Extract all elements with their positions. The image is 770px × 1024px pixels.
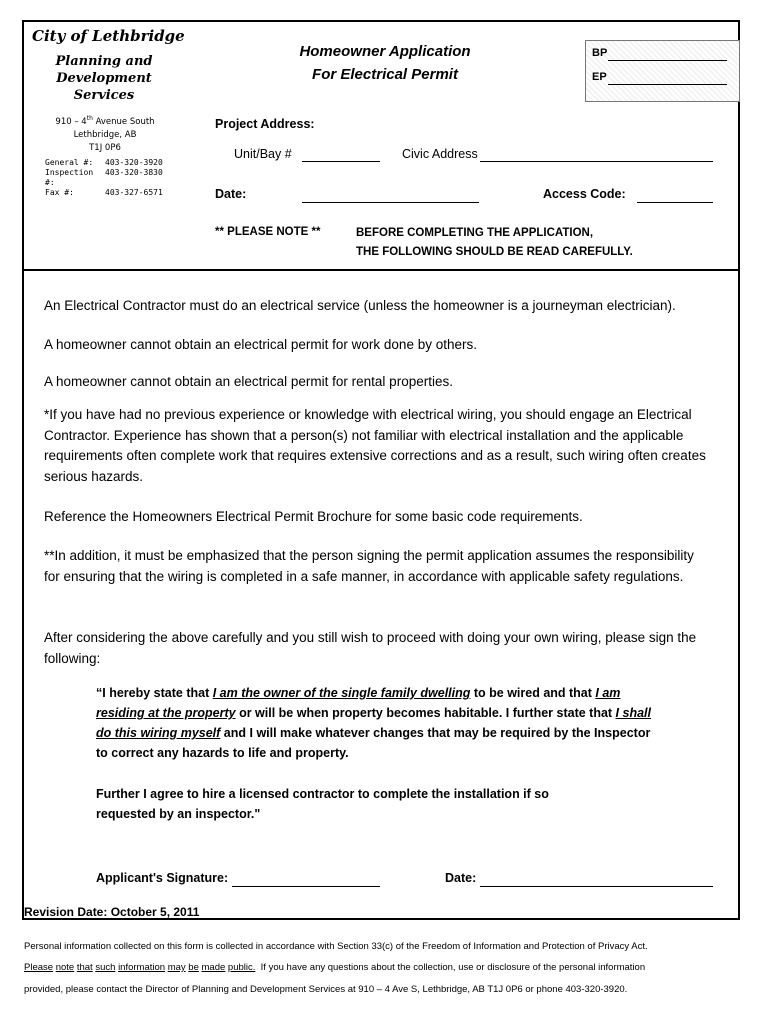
title-line-2: For Electrical Permit: [312, 66, 458, 83]
declaration-emphasis: I am residing at the property: [96, 686, 621, 720]
please-note-label: ** PLEASE NOTE **: [215, 226, 321, 238]
address-line-2: Lethbridge, AB: [73, 129, 137, 140]
declaration-text: and I will make whatever changes that may be required by the Inspector to correct any hazards to life and property.: [96, 726, 651, 760]
privacy-text: If you have any questions about the collection, use or disclosure of the personal information: [255, 962, 646, 973]
contact-value: 403-327-6571: [105, 188, 163, 197]
contact-row: [45, 158, 163, 168]
body-paragraph: *If you have had no previous experience or knowledge with electrical wiring, you should engage an Electrical Contractor. Experience has shown that a person(s) not familiar with electrical installation and the applicable requirements often complete work that requires extensive corrections and as a result, such wiring often creates serious hazards.: [44, 407, 706, 484]
contact-numbers: [45, 158, 163, 198]
further-agreement: Further I agree to hire a licensed contractor to complete the installation if so requested by an inspector.": [96, 787, 549, 821]
notice-line-2: THE FOLLOWING SHOULD BE READ CAREFULLY.: [356, 246, 633, 258]
office-address: [40, 112, 170, 155]
declaration-statement: [96, 683, 656, 763]
declaration-text: to be wired and that: [470, 686, 596, 700]
revision-date: Revision Date: October 5, 2011: [24, 905, 200, 919]
body-paragraph: A homeowner cannot obtain an electrical permit for rental properties.: [44, 374, 453, 389]
applicant-signature-field[interactable]: [232, 886, 380, 887]
project-address-label: Project Address:: [215, 117, 315, 131]
privacy-notice-line-1: Personal information collected on this form is collected in accordance with Section 33(c) of the Freedom of Information and Protection of Privacy Act.: [24, 941, 648, 952]
bp-field[interactable]: [608, 60, 727, 61]
city-logo-text: City of Lethbridge: [32, 27, 185, 45]
privacy-word: public.: [227, 962, 256, 973]
declaration-text: “I hereby state that: [96, 686, 213, 700]
address-line-1: [40, 112, 170, 129]
contact-value: 403-320-3920: [105, 158, 163, 167]
department-line: Services: [73, 88, 135, 103]
body-paragraph: A homeowner cannot obtain an electrical permit for work done by others.: [44, 337, 477, 352]
civic-address-label: Civic Address: [402, 147, 478, 161]
header-divider: [22, 269, 740, 271]
contact-row: [45, 168, 163, 188]
address-number: 910 – 4: [55, 116, 87, 127]
contact-label: Inspection #:: [45, 168, 94, 187]
office-use-box: [585, 40, 740, 102]
privacy-word: that: [76, 962, 93, 973]
address-line-3: T1J 0P6: [89, 142, 121, 153]
department-name: [38, 53, 170, 104]
privacy-word: be: [188, 962, 199, 973]
ep-label: EP: [592, 71, 607, 83]
department-line: Development: [56, 71, 152, 86]
contact-label: Fax #:: [45, 188, 74, 197]
privacy-word: Please: [24, 962, 54, 973]
date-label: Date:: [215, 187, 247, 201]
declaration-emphasis: I am the owner of the single family dwelling: [212, 686, 471, 700]
privacy-notice-line-2: [24, 957, 754, 979]
title-line-1: Homeowner Application: [299, 43, 471, 60]
signature-date-field[interactable]: [480, 886, 713, 887]
privacy-notice-line-3: provided, please contact the Director of Planning and Development Services at 910 – 4 Ave S, Lethbridge, AB T1J 0P6 or phone 403-320-3920.: [24, 984, 628, 995]
privacy-word: such: [95, 962, 116, 973]
body-paragraph: **In addition, it must be emphasized that the person signing the permit application assumes the responsibility for ensuring that the wiring is completed in a safe manner, in accordance with applicable safety regulations.: [44, 548, 694, 584]
signature-date-label: Date:: [445, 871, 477, 885]
access-code-label: Access Code:: [543, 187, 626, 201]
body-paragraph: Reference the Homeowners Electrical Permit Brochure for some basic code requirements.: [44, 509, 583, 524]
ep-field[interactable]: [608, 84, 727, 85]
body-paragraph: An Electrical Contractor must do an electrical service (unless the homeowner is a journeyman electrician).: [44, 298, 676, 313]
date-field[interactable]: [302, 202, 479, 203]
contact-row: [45, 188, 163, 198]
declaration-emphasis: I shall do this wiring myself: [96, 706, 651, 740]
address-street: Avenue South: [92, 116, 155, 127]
privacy-word: information: [118, 962, 166, 973]
contact-label: General #:: [45, 158, 94, 167]
access-code-field[interactable]: [637, 202, 713, 203]
privacy-word: may: [167, 962, 186, 973]
privacy-word: note: [55, 962, 75, 973]
privacy-word: made: [201, 962, 226, 973]
department-line: Planning and: [55, 54, 153, 69]
address-superscript: th: [86, 115, 93, 122]
declaration-text: or will be when property becomes habitable. I further state that: [235, 706, 616, 720]
unit-bay-label: Unit/Bay #: [234, 147, 292, 161]
body-paragraph: After considering the above carefully and you still wish to proceed with doing your own wiring, please sign the following:: [44, 630, 697, 666]
unit-bay-field[interactable]: [302, 161, 380, 162]
notice-line-1: BEFORE COMPLETING THE APPLICATION,: [356, 227, 594, 239]
civic-address-field[interactable]: [480, 161, 713, 162]
applicant-signature-label: Applicant's Signature:: [96, 871, 229, 885]
contact-value: 403-320-3830: [105, 168, 163, 177]
bp-label: BP: [592, 47, 608, 59]
form-title: [260, 40, 510, 86]
